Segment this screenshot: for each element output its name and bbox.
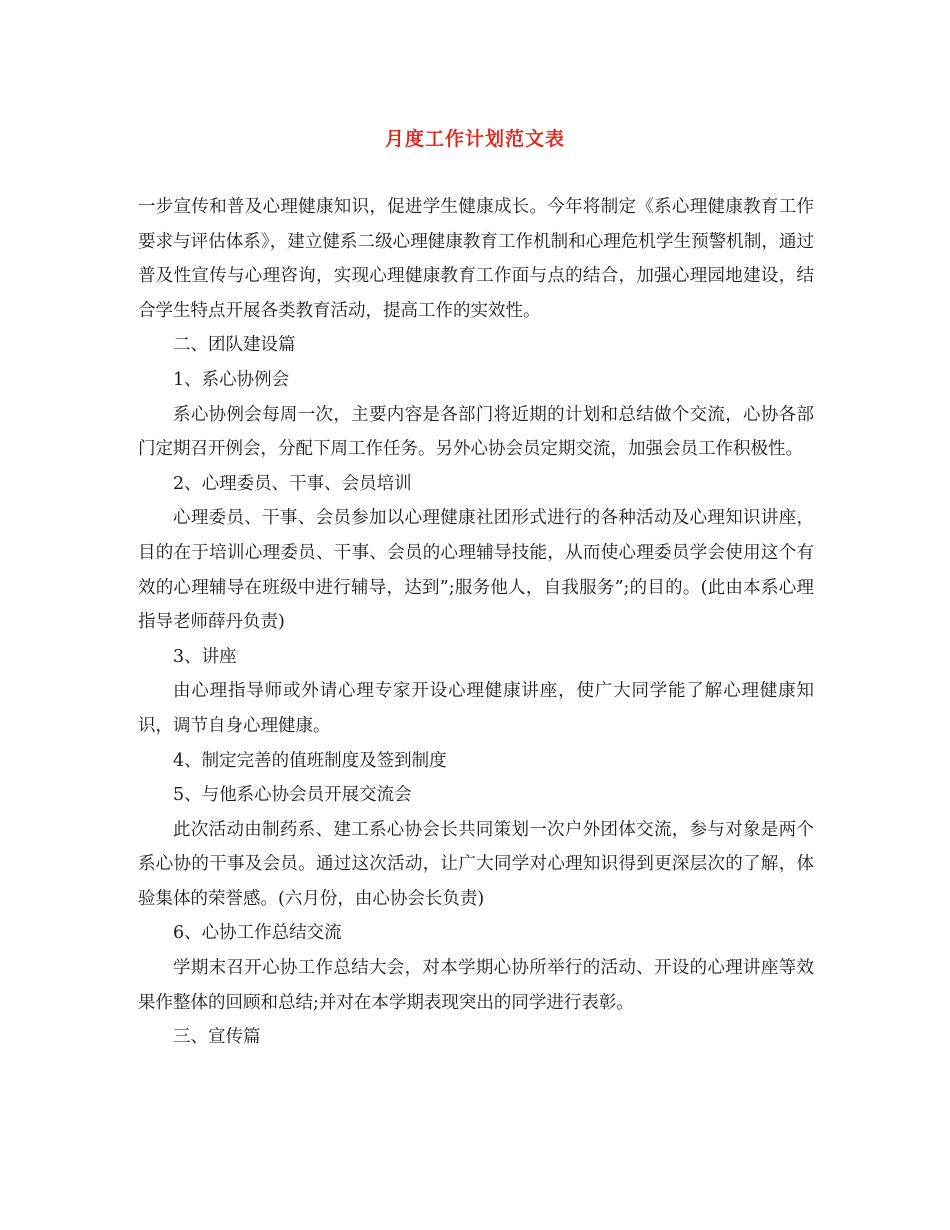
- paragraph: 学期末召开心协工作总结大会，对本学期心协所举行的活动、开设的心理讲座等效果作整体的回顾和总结;并对在本学期表现突出的同学进行表彰。: [138, 958, 814, 1013]
- subsection-heading: 3、讲座: [173, 646, 237, 667]
- paragraph: 由心理指导师或外请心理专家开设心理健康讲座，使广大同学能了解心理健康知识，调节自身心理健康。: [138, 681, 814, 736]
- document-title: 月度工作计划范文表: [384, 128, 565, 150]
- document-body: [138, 190, 814, 1055]
- section-heading: 三、宣传篇: [173, 1027, 261, 1048]
- subsection-heading: 2、心理委员、干事、会员培训: [173, 473, 412, 494]
- paragraph: 系心协例会每周一次，主要内容是各部门将近期的计划和总结做个交流，心协各部门定期召开例会，分配下周工作任务。另外心协会员定期交流，加强会员工作积极性。: [138, 404, 814, 460]
- paragraph: 一步宣传和普及心理健康知识，促进学生健康成长。今年将制定《系心理健康教育工作要求与评估体系》，建立健系二级心理健康教育工作机制和心理危机学生预警机制，通过普及性宣传与心理咨询，实现心理健康教育工作面与点的结合，加强心理园地建设，结合学生特点开展各类教育活动，提高工作的实效性。: [138, 197, 814, 321]
- subsection-heading: 6、心协工作总结交流: [173, 923, 342, 944]
- paragraph: 此次活动由制药系、建工系心协会长共同策划一次户外团体交流，参与对象是两个系心协的干事及会员。通过这次活动，让广大同学对心理知识得到更深层次的了解，体验集体的荣誉感。(六月份，由心协会长负责): [138, 819, 814, 909]
- subsection-heading: 1、系心协例会: [173, 369, 290, 390]
- subsection-heading: 4、制定完善的值班制度及签到制度: [173, 750, 447, 771]
- paragraph: 心理委员、干事、会员参加以心理健康社团形式进行的各种活动及心理知识讲座，目的在于培训心理委员、干事、会员的心理辅导技能，从而使心理委员学会使用这个有效的心理辅导在班级中进行辅导，达到”;服务他人，自我服务”;的目的。(此由本系心理指导老师薛丹负责): [138, 508, 814, 633]
- section-heading: 二、团队建设篇: [173, 335, 296, 356]
- subsection-heading: 5、与他系心协会员开展交流会: [173, 785, 412, 806]
